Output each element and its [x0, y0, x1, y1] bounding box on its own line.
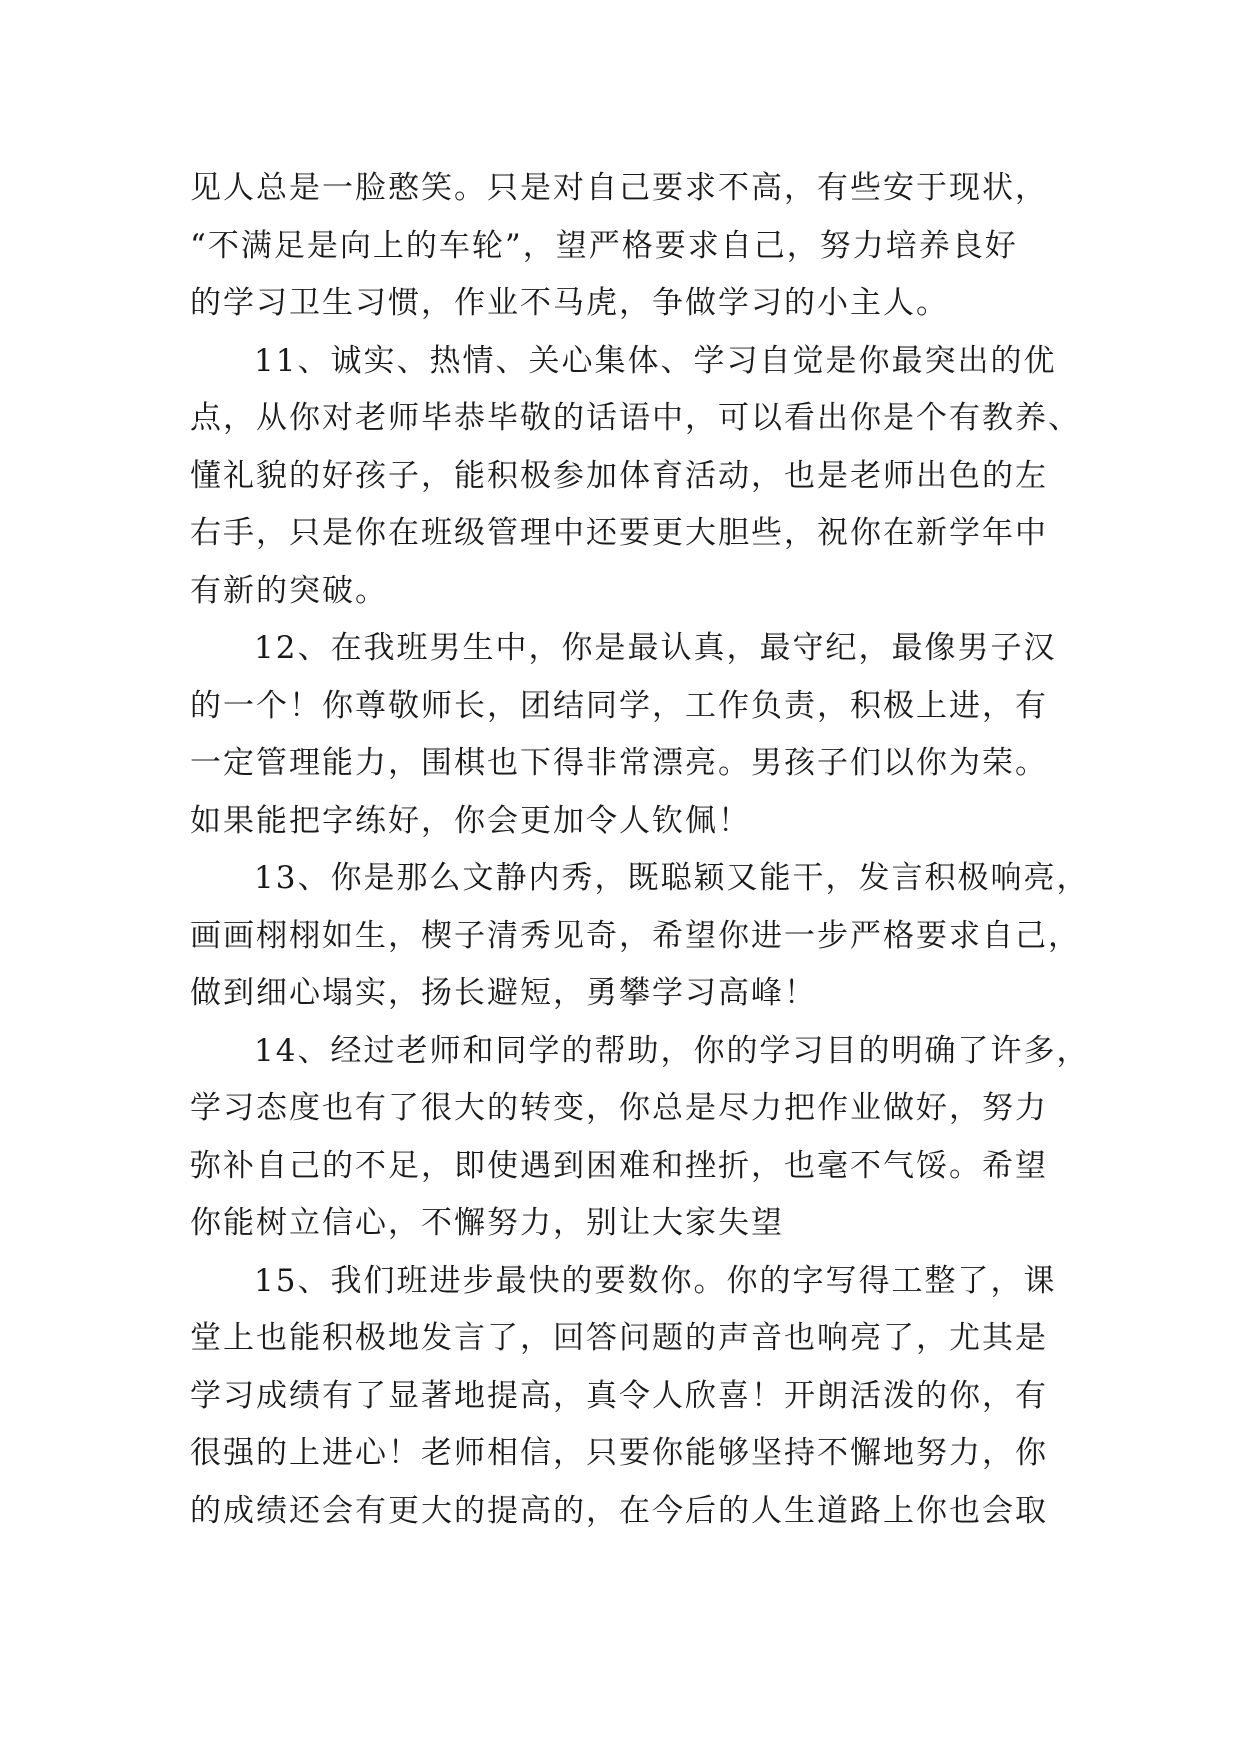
text-line: 学习态度也有了很大的转变，你总是尽力把作业做好，努力 — [190, 1090, 1048, 1126]
text-line: 做到细心塌实，扬长避短，勇攀学习高峰！ — [190, 975, 817, 1011]
text-line: 一定管理能力，围棋也下得非常漂亮。男孩子们以你为荣。 — [190, 745, 1048, 781]
document-body — [190, 160, 1090, 1540]
text-line: 懂礼貌的好孩子，能积极参加体育活动，也是老师出色的左 — [190, 457, 1048, 494]
paragraph-14-start: 14、经过老师和同学的帮助，你的学习目的明确了许多， — [254, 1032, 1090, 1069]
text-line: 画画栩栩如生，楔子清秀见奇，希望你进一步严格要求自己， — [190, 917, 1081, 954]
paragraph-13-start: 13、你是那么文静内秀，既聪颖又能干，发言积极响亮， — [254, 860, 1090, 896]
text-line: 很强的上进心！老师相信，只要你能够坚持不懈地努力，你 — [190, 1435, 1048, 1471]
text-line: 点，从你对老师毕恭毕敬的话语中，可以看出你是个有教养、 — [190, 400, 1081, 436]
text-line: 学习成绩有了显著地提高，真令人欣喜！开朗活泼的你，有 — [190, 1377, 1048, 1414]
text-line: 堂上也能积极地发言了，回答问题的声音也响亮了，尤其是 — [190, 1320, 1048, 1356]
text-line: “不满足是向上的车轮”，望严格要求自己，努力培养良好 — [190, 227, 1018, 264]
paragraph-15-start: 15、我们班进步最快的要数你。你的字写得工整了，课 — [254, 1262, 1057, 1299]
text-line: 见人总是一脸憨笑。只是对自己要求不高，有些安于现状， — [190, 170, 1048, 206]
text-line: 弥补自己的不足，即使遇到困难和挫折，也毫不气馁。希望 — [190, 1147, 1048, 1184]
text-line: 你能树立信心，不懈努力，别让大家失望 — [190, 1205, 784, 1241]
text-line: 的学习卫生习惯，作业不马虎，争做学习的小主人。 — [190, 285, 949, 321]
paragraph-12-start: 12、在我班男生中，你是最认真，最守纪，最像男子汉 — [254, 630, 1057, 666]
text-line: 有新的突破。 — [190, 572, 388, 609]
text-line: 右手，只是你在班级管理中还要更大胆些，祝你在新学年中 — [190, 515, 1048, 551]
text-line: 的一个！你尊敬师长，团结同学，工作负责，积极上进，有 — [190, 687, 1048, 724]
paragraph-11-start: 11、诚实、热情、关心集体、学习自觉是你最突出的优 — [254, 342, 1057, 379]
text-line: 如果能把字练好，你会更加令人钦佩！ — [190, 802, 751, 839]
text-line: 的成绩还会有更大的提高的，在今后的人生道路上你也会取 — [190, 1492, 1048, 1529]
